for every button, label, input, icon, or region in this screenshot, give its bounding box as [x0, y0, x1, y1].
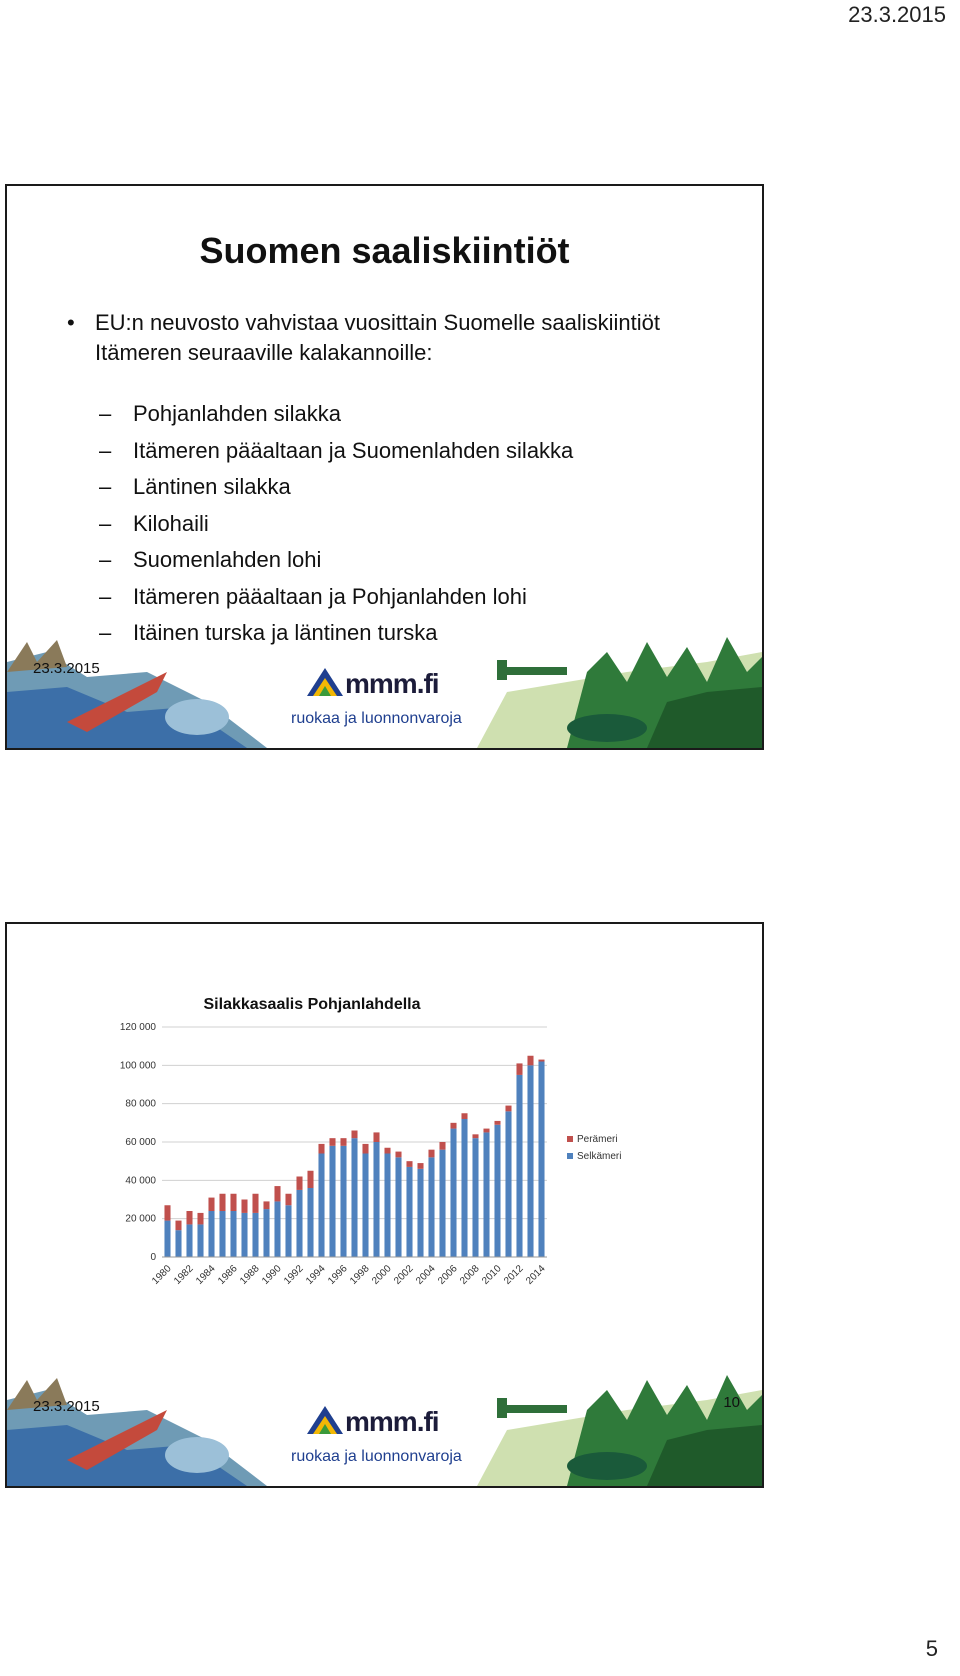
chart-title: Silakkasaalis Pohjanlahdella — [203, 996, 421, 1013]
bar-segment — [175, 1230, 181, 1257]
sub-item-text: Itämeren pääaltaan ja Suomenlahden silakka — [133, 437, 574, 463]
bar-segment — [252, 1213, 258, 1257]
x-tick-label: 2004 — [414, 1263, 438, 1287]
sub-item-list — [99, 396, 573, 652]
bar-segment — [329, 1146, 335, 1257]
footer-date: 23.3.2015 — [33, 1398, 100, 1415]
bar-segment — [329, 1138, 335, 1146]
bar-segment — [494, 1121, 500, 1125]
chart — [7, 924, 762, 1324]
bar-segment — [164, 1221, 170, 1257]
bullet-dot-icon: • — [67, 310, 75, 335]
dash-icon: – — [99, 401, 112, 426]
bar-segment — [406, 1167, 412, 1257]
bar-segment — [263, 1209, 269, 1257]
bar-segment — [384, 1148, 390, 1154]
bar-segment — [494, 1125, 500, 1257]
legend-label: Selkämeri — [577, 1151, 622, 1162]
bullet-text: EU:n neuvosto vahvistaa vuosittain Suomelle saaliskiintiöt Itämeren seuraaville kalakannoille: — [95, 310, 660, 365]
bar-segment — [340, 1146, 346, 1257]
bar-segment — [362, 1144, 368, 1154]
bar-segment — [527, 1056, 533, 1066]
bar-segment — [439, 1150, 445, 1257]
y-tick-label: 40 000 — [125, 1175, 156, 1187]
x-tick-label: 2006 — [436, 1263, 460, 1287]
bar-segment — [450, 1129, 456, 1257]
y-tick-label: 20 000 — [125, 1213, 156, 1225]
bar-segment — [263, 1201, 269, 1209]
x-tick-label: 2010 — [480, 1263, 504, 1287]
bar-segment — [219, 1194, 225, 1211]
sub-item-text: Itäinen turska ja läntinen turska — [133, 620, 438, 645]
bar-segment — [186, 1224, 192, 1257]
bar-segment — [483, 1132, 489, 1257]
bar-segment — [307, 1171, 313, 1188]
bar-segment — [395, 1152, 401, 1158]
bar-segment — [362, 1154, 368, 1258]
sub-item — [99, 506, 573, 543]
bar-segment — [208, 1198, 214, 1211]
bar-segment — [373, 1142, 379, 1257]
page-number: 5 — [925, 1636, 938, 1661]
bar-segment — [241, 1213, 247, 1257]
bar-segment — [296, 1190, 302, 1257]
bar-segment — [296, 1177, 302, 1190]
dash-icon: – — [99, 620, 112, 645]
bar-segment — [461, 1113, 467, 1119]
page-header-date: 23.3.2015 — [848, 2, 946, 27]
bar-segment — [340, 1138, 346, 1146]
bar-segment — [395, 1157, 401, 1257]
sub-item — [99, 579, 573, 616]
logo-subtitle: ruokaa ja luonnonvaroja — [291, 1448, 462, 1465]
slide-footer — [7, 632, 762, 748]
y-tick-label: 60 000 — [125, 1137, 156, 1148]
y-tick-label: 120 000 — [119, 1022, 156, 1033]
bar-segment — [428, 1157, 434, 1257]
x-tick-label: 1986 — [216, 1263, 240, 1287]
dash-icon: – — [99, 510, 112, 536]
bar-segment — [241, 1200, 247, 1213]
sub-item-text: Itämeren pääaltaan ja Pohjanlahden lohi — [133, 583, 527, 609]
bar-segment — [384, 1154, 390, 1258]
bar-segment — [516, 1075, 522, 1257]
x-tick-label: 1988 — [238, 1263, 262, 1287]
bar-segment — [274, 1186, 280, 1201]
footer-date: 23.3.2015 — [33, 660, 100, 677]
bar-segment — [252, 1194, 258, 1213]
x-tick-label: 1982 — [172, 1263, 196, 1287]
bar-segment — [197, 1213, 203, 1225]
bar-segment — [439, 1142, 445, 1150]
bar-segment — [527, 1065, 533, 1257]
x-tick-label: 2012 — [502, 1263, 526, 1287]
x-tick-label: 1994 — [304, 1263, 328, 1287]
x-tick-label: 2014 — [524, 1263, 548, 1287]
x-tick-label: 1984 — [194, 1263, 218, 1287]
slide-quotas — [5, 184, 764, 750]
bar-segment — [351, 1138, 357, 1257]
legend-label: Perämeri — [577, 1134, 618, 1145]
logo-text: mmm.fi — [345, 668, 439, 699]
mmm-logo — [291, 666, 462, 736]
mmm-logo-mark-icon — [307, 666, 343, 702]
bar-segment — [516, 1063, 522, 1075]
dash-icon: – — [99, 474, 112, 499]
bar-segment — [307, 1188, 313, 1257]
sub-item — [99, 433, 573, 470]
bar-segment — [505, 1106, 511, 1112]
y-tick-label: 80 000 — [125, 1098, 156, 1110]
legend-swatch — [567, 1136, 573, 1142]
sub-item — [99, 542, 573, 579]
bar-segment — [285, 1205, 291, 1257]
bar-segment — [538, 1060, 544, 1062]
mmm-logo — [291, 1404, 462, 1474]
bar-segment — [175, 1221, 181, 1231]
y-tick-label: 0 — [150, 1252, 156, 1263]
footer-page-number: 10 — [723, 1394, 740, 1411]
bar-segment — [351, 1131, 357, 1139]
x-tick-label: 2008 — [458, 1263, 482, 1287]
bar-segment — [208, 1211, 214, 1257]
bar-segment — [428, 1150, 434, 1158]
bar-segment — [505, 1111, 511, 1257]
bar-segment — [230, 1211, 236, 1257]
x-tick-label: 2000 — [370, 1263, 394, 1287]
slide-footer — [7, 1370, 762, 1486]
bullet-main — [67, 308, 727, 368]
slide-chart — [5, 922, 764, 1488]
bar-segment — [461, 1119, 467, 1257]
legend-swatch — [567, 1153, 573, 1159]
x-tick-label: 1980 — [150, 1263, 174, 1287]
bar-segment — [274, 1201, 280, 1257]
bar-segment — [417, 1163, 423, 1169]
sub-item-text: Läntinen silakka — [133, 474, 291, 499]
bar-segment — [186, 1211, 192, 1224]
bar-segment — [417, 1169, 423, 1257]
sub-item-text: Suomenlahden lohi — [133, 547, 322, 572]
dash-icon: – — [99, 583, 112, 609]
bar-segment — [450, 1123, 456, 1129]
bar-segment — [483, 1129, 489, 1133]
logo-text: mmm.fi — [345, 1406, 439, 1437]
bar-segment — [285, 1194, 291, 1206]
y-tick-label: 100 000 — [119, 1060, 156, 1072]
dash-icon: – — [99, 437, 112, 463]
bar-segment — [230, 1194, 236, 1211]
logo-subtitle: ruokaa ja luonnonvaroja — [291, 710, 462, 727]
bar-segment — [318, 1144, 324, 1154]
bar-segment — [538, 1062, 544, 1258]
bar-segment — [219, 1211, 225, 1257]
x-tick-label: 1996 — [326, 1263, 350, 1287]
sub-item — [99, 396, 573, 433]
bar-segment — [318, 1154, 324, 1258]
mmm-logo-mark-icon — [307, 1404, 343, 1440]
sub-item-text: Pohjanlahden silakka — [133, 401, 341, 426]
bar-segment — [197, 1224, 203, 1257]
bar-segment — [164, 1205, 170, 1220]
bar-segment — [406, 1161, 412, 1167]
sub-item-text: Kilohaili — [133, 510, 209, 536]
x-tick-label: 2002 — [392, 1263, 416, 1287]
slide-title: Suomen saaliskiintiöt — [199, 230, 570, 271]
bar-segment — [373, 1132, 379, 1142]
sub-item — [99, 469, 573, 506]
x-tick-label: 1990 — [260, 1263, 284, 1287]
x-tick-label: 1992 — [282, 1263, 306, 1287]
bar-segment — [472, 1134, 478, 1138]
x-tick-label: 1998 — [348, 1263, 372, 1287]
dash-icon: – — [99, 547, 112, 572]
bar-segment — [472, 1138, 478, 1257]
